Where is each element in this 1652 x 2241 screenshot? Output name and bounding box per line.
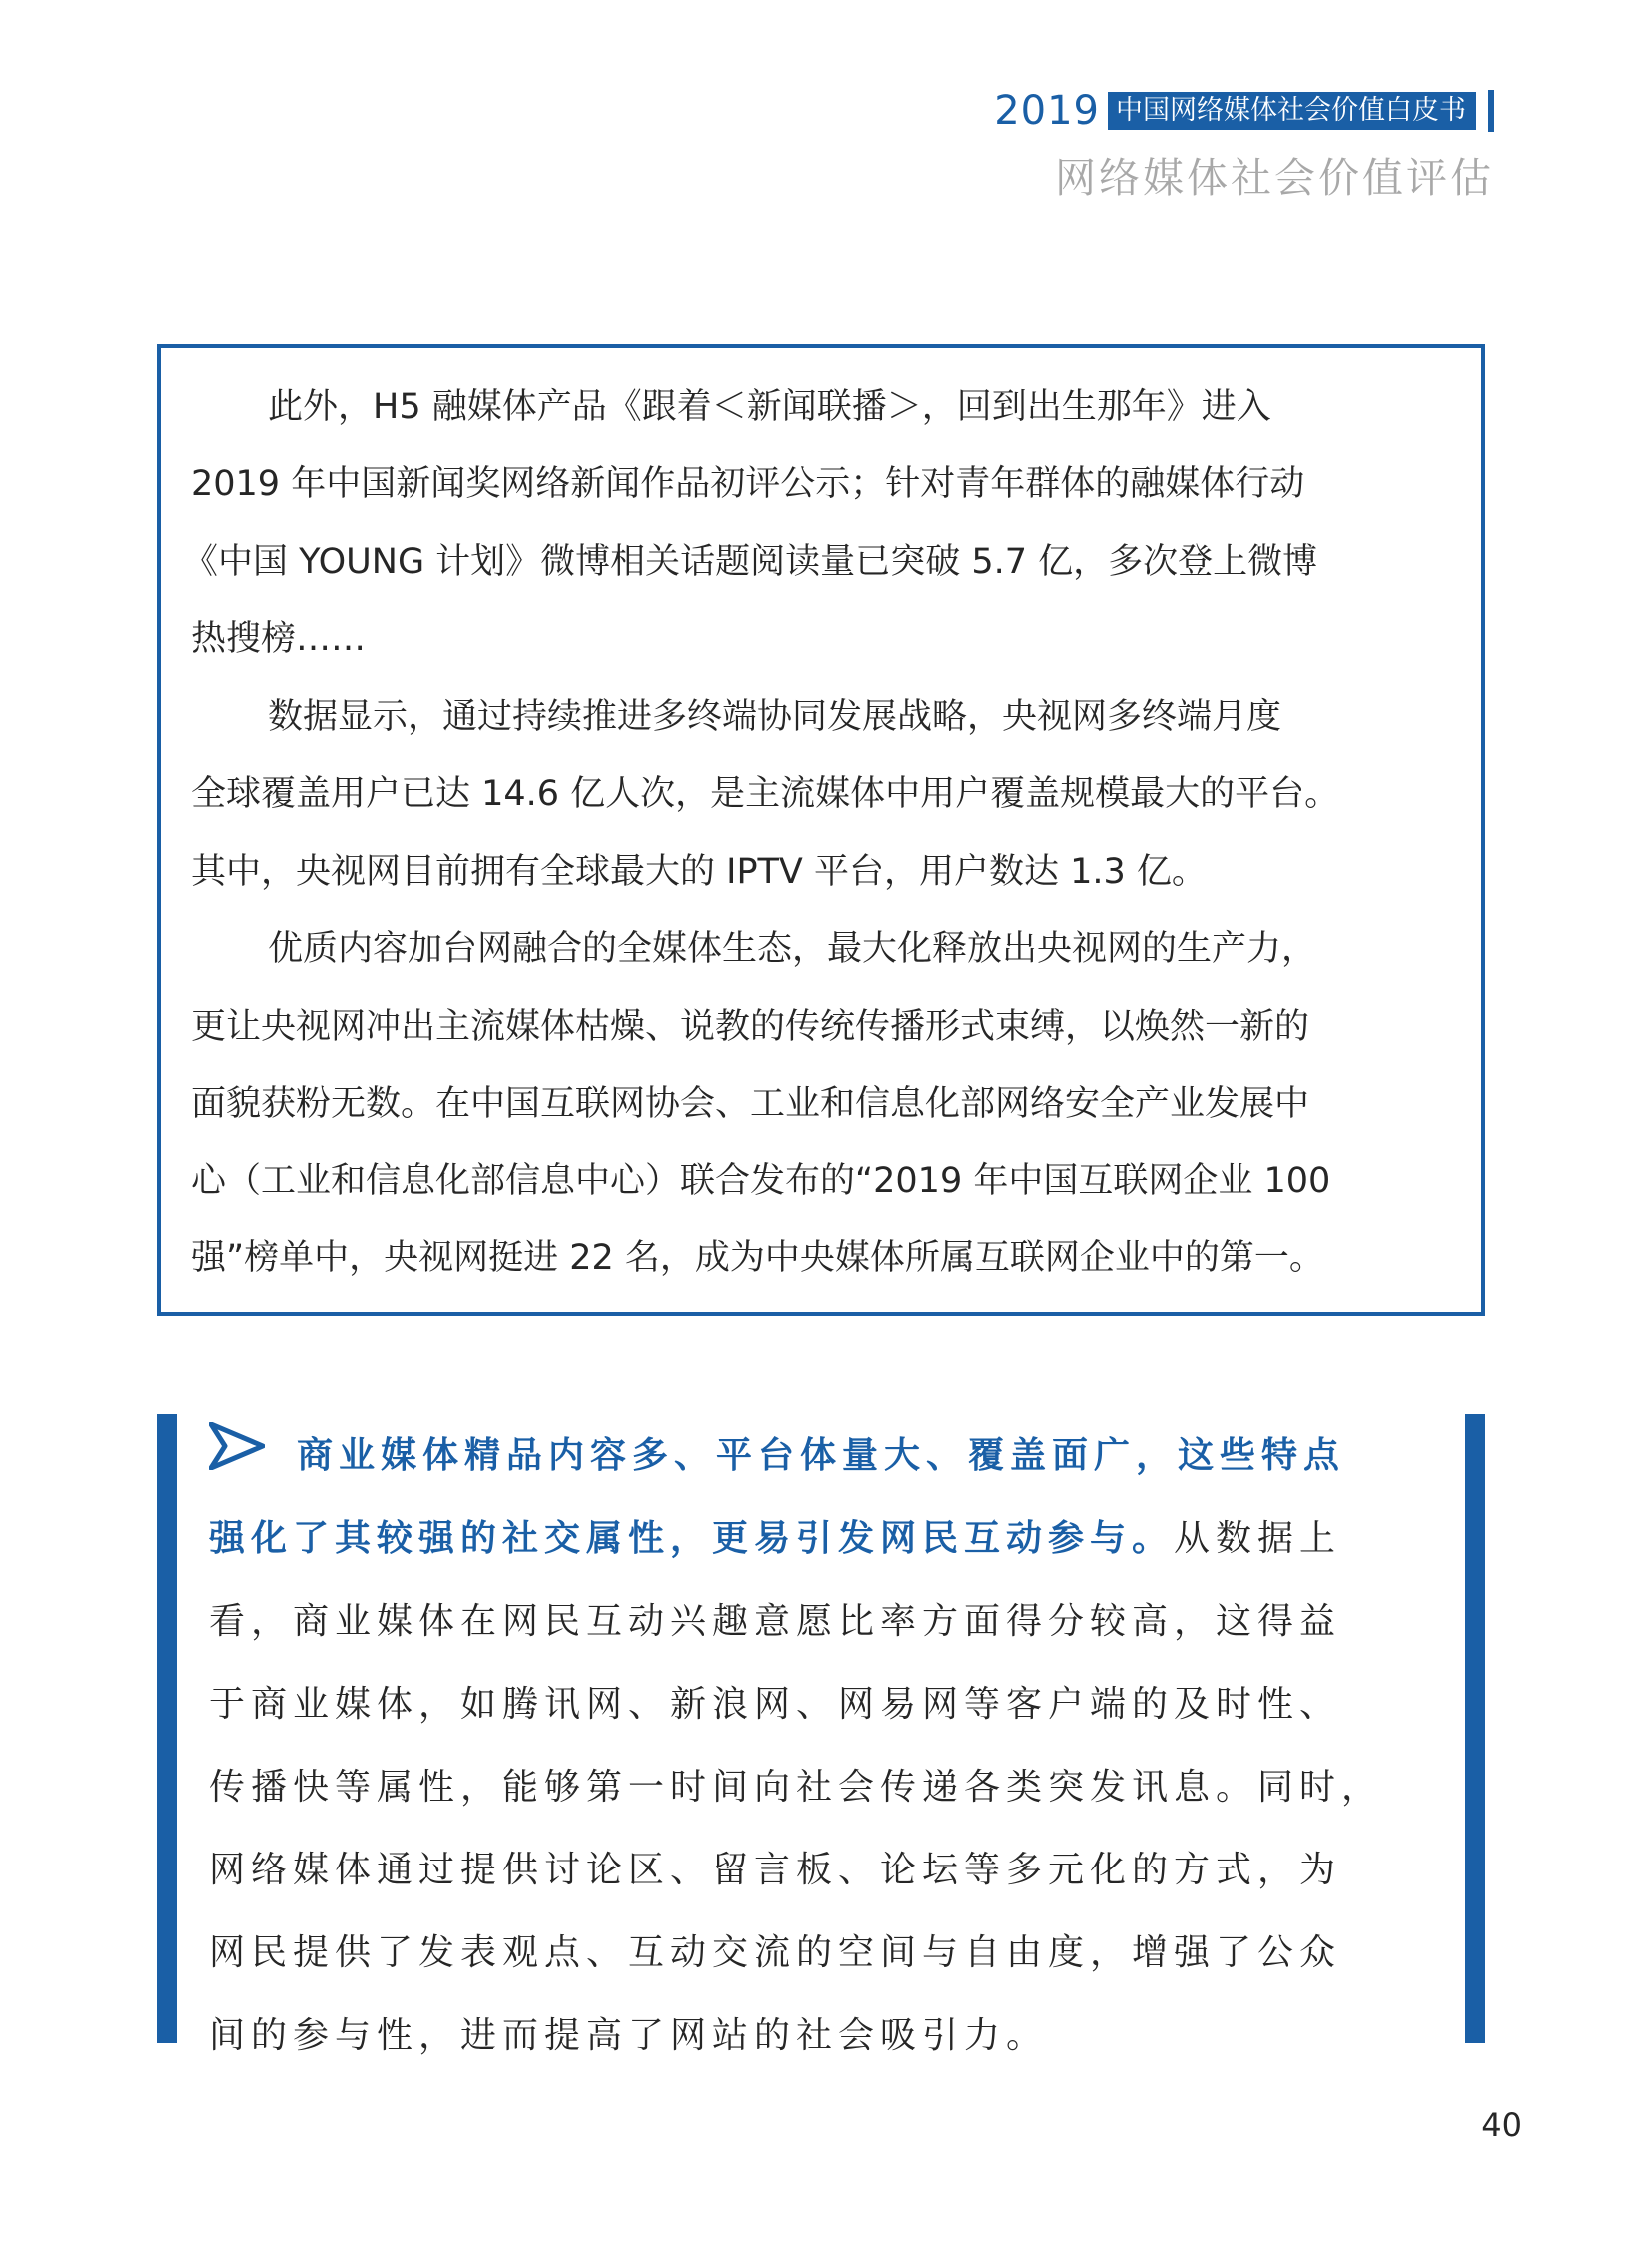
- box-line-9: 更让央视网冲出主流媒体枯燥、说教的传统传播形式束缚，以焕然一新的: [191, 1007, 1310, 1047]
- case-study-box: [157, 344, 1485, 1316]
- section-line-7: 网民提供了发表观点、互动交流的空间与自由度，增强了公众: [209, 1932, 1342, 1973]
- box-line-5: 数据显示，通过持续推进多终端协同发展战略，央视网多终端月度: [268, 697, 1282, 737]
- header-subtitle: 网络媒体社会价值评估: [1055, 154, 1494, 202]
- box-line-3: 《中国 YOUNG 计划》微博相关话题阅读量已突破 5.7 亿，多次登上微博: [183, 542, 1318, 582]
- section-left-bar: [157, 1414, 177, 2043]
- section-line-2-highlight: 强化了其较强的社交属性，更易引发网民互动参与。: [209, 1518, 1175, 1559]
- box-line-12: 强”榜单中，央视网挺进 22 名，成为中央媒体所属互联网企业中的第一。: [191, 1238, 1324, 1278]
- box-line-6: 全球覆盖用户已达 14.6 亿人次，是主流媒体中用户覆盖规模最大的平台。: [191, 774, 1340, 814]
- header-bar-decoration: [1488, 90, 1494, 132]
- box-line-4: 热搜榜……: [191, 619, 367, 659]
- box-line-8: 优质内容加台网融合的全媒体生态，最大化释放出央视网的生产力，: [268, 929, 1317, 969]
- header-year: 2019: [994, 88, 1100, 134]
- section-line-8: 间的参与性，进而提高了网站的社会吸引力。: [209, 2015, 1049, 2056]
- section-right-bar: [1465, 1414, 1485, 2043]
- arrow-right-icon: [209, 1422, 265, 1470]
- section-line-1: 商业媒体精品内容多、平台体量大、覆盖面广，这些特点: [297, 1435, 1346, 1476]
- section-line-2: [209, 1497, 1341, 1580]
- section-line-6: 网络媒体通过提供讨论区、留言板、论坛等多元化的方式，为: [209, 1850, 1342, 1890]
- section-line-4: 于商业媒体，如腾讯网、新浪网、网易网等客户端的及时性、: [209, 1684, 1342, 1725]
- commercial-media-section: [157, 1414, 1485, 2056]
- page-number: 40: [1481, 2106, 1522, 2144]
- section-line-3: 看，商业媒体在网民互动兴趣意愿比率方面得分较高，这得益: [209, 1601, 1342, 1642]
- page-header: [994, 88, 1494, 134]
- section-line-5: 传播快等属性，能够第一时间向社会传递各类突发讯息。同时，: [209, 1767, 1384, 1808]
- box-line-2: 2019 年中国新闻奖网络新闻作品初评公示；针对青年群体的融媒体行动: [191, 464, 1305, 504]
- section-line-2-rest: 从数据上: [1174, 1518, 1342, 1559]
- box-line-1: 此外，H5 融媒体产品《跟着＜新闻联播＞，回到出生那年》进入: [268, 387, 1271, 427]
- box-line-10: 面貌获粉无数。在中国互联网协会、工业和信息化部网络安全产业发展中: [191, 1084, 1310, 1123]
- header-title: 中国网络媒体社会价值白皮书: [1108, 92, 1476, 130]
- box-line-7: 其中，央视网目前拥有全球最大的 IPTV 平台，用户数达 1.3 亿。: [191, 852, 1207, 892]
- box-line-11: 心（工业和信息化部信息中心）联合发布的“2019 年中国互联网企业 100: [191, 1161, 1331, 1201]
